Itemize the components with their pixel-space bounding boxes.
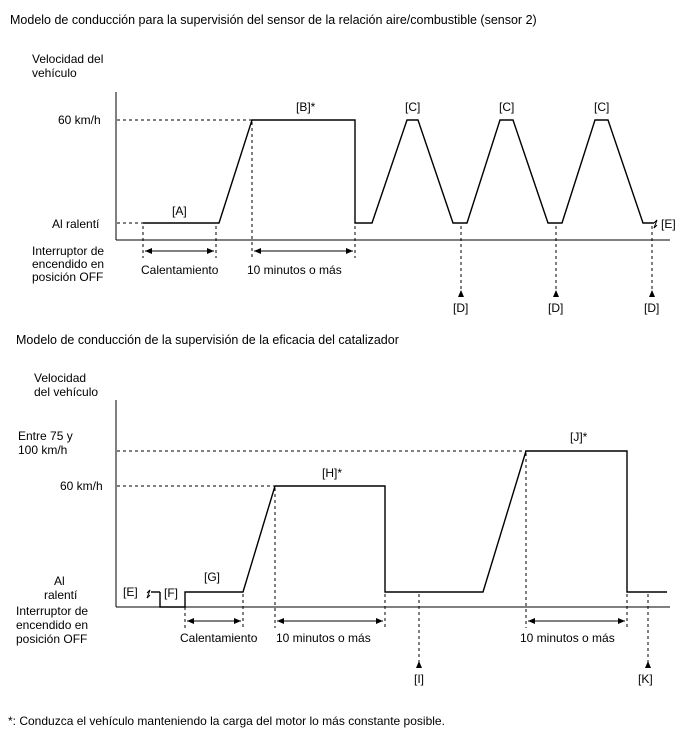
diagram-air-fuel-sensor <box>10 13 676 315</box>
speed-75-100-label: 100 km/h <box>18 443 68 457</box>
phase-label-c: [C] <box>499 100 515 114</box>
phase-label-h: [H]* <box>322 466 343 480</box>
marker-d-label: [D] <box>548 301 564 315</box>
diagram2-title: Modelo de conducción de la supervisión de la eficacia del catalizador <box>16 333 399 347</box>
idle-label: Al <box>54 574 65 588</box>
marker-d-arrow <box>553 290 559 297</box>
speed-profile <box>160 451 667 607</box>
phase-label-j: [J]* <box>570 430 588 444</box>
marker-k-arrow <box>645 661 651 668</box>
speed-profile <box>143 120 654 223</box>
y-axis-label: vehículo <box>32 66 77 80</box>
idle-label: ralentí <box>44 588 78 602</box>
ignition-off-label: posición OFF <box>32 270 104 284</box>
warmup-label: Calentamiento <box>180 631 258 645</box>
warmup-label: Calentamiento <box>141 263 219 277</box>
footnote: *: Conduzca el vehículo manteniendo la carga del motor lo más constante posible. <box>8 714 445 728</box>
marker-k-label: [K] <box>638 672 653 686</box>
y-axis-label: Velocidad <box>34 371 87 385</box>
ten-min-label-1: 10 minutos o más <box>276 631 371 645</box>
speed-75-100-label: Entre 75 y <box>18 429 73 443</box>
ignition-off-label: encendido en <box>16 618 89 632</box>
y-axis-label: Velocidad del <box>32 52 104 66</box>
y-axis-label: del vehículo <box>34 385 99 399</box>
phase-label-e: [E] <box>123 585 138 599</box>
phase-label-e: [E] <box>661 217 676 231</box>
ten-min-label: 10 minutos o más <box>247 263 342 277</box>
marker-i-arrow <box>416 661 422 668</box>
phase-label-a: [A] <box>172 204 187 218</box>
marker-d-label: [D] <box>644 301 660 315</box>
break-mark <box>147 590 150 598</box>
diagram1-title: Modelo de conducción para la supervisión del sensor de la relación aire/combustible (sensor 2) <box>10 13 537 27</box>
ignition-off-label: Interruptor de <box>16 604 89 618</box>
phase-label-b: [B]* <box>296 100 316 114</box>
ignition-off-label: posición OFF <box>16 632 88 646</box>
phase-label-c: [C] <box>405 100 421 114</box>
phase-label-f: [F] <box>164 586 178 600</box>
speed-60-label: 60 km/h <box>58 113 101 127</box>
speed-60-label: 60 km/h <box>60 479 103 493</box>
marker-d-arrow <box>458 290 464 297</box>
ignition-off-label: Interruptor de <box>32 244 105 258</box>
phase-label-g: [G] <box>204 570 221 584</box>
marker-i-label: [I] <box>414 672 425 686</box>
idle-label: Al ralentí <box>52 217 100 231</box>
phase-label-c: [C] <box>594 100 610 114</box>
ignition-off-label: encendido en <box>32 257 105 271</box>
diagram-catalyst-efficiency <box>16 333 670 686</box>
marker-d-label: [D] <box>453 301 469 315</box>
break-mark <box>654 220 657 228</box>
ten-min-label-2: 10 minutos o más <box>520 631 615 645</box>
marker-d-arrow <box>649 290 655 297</box>
